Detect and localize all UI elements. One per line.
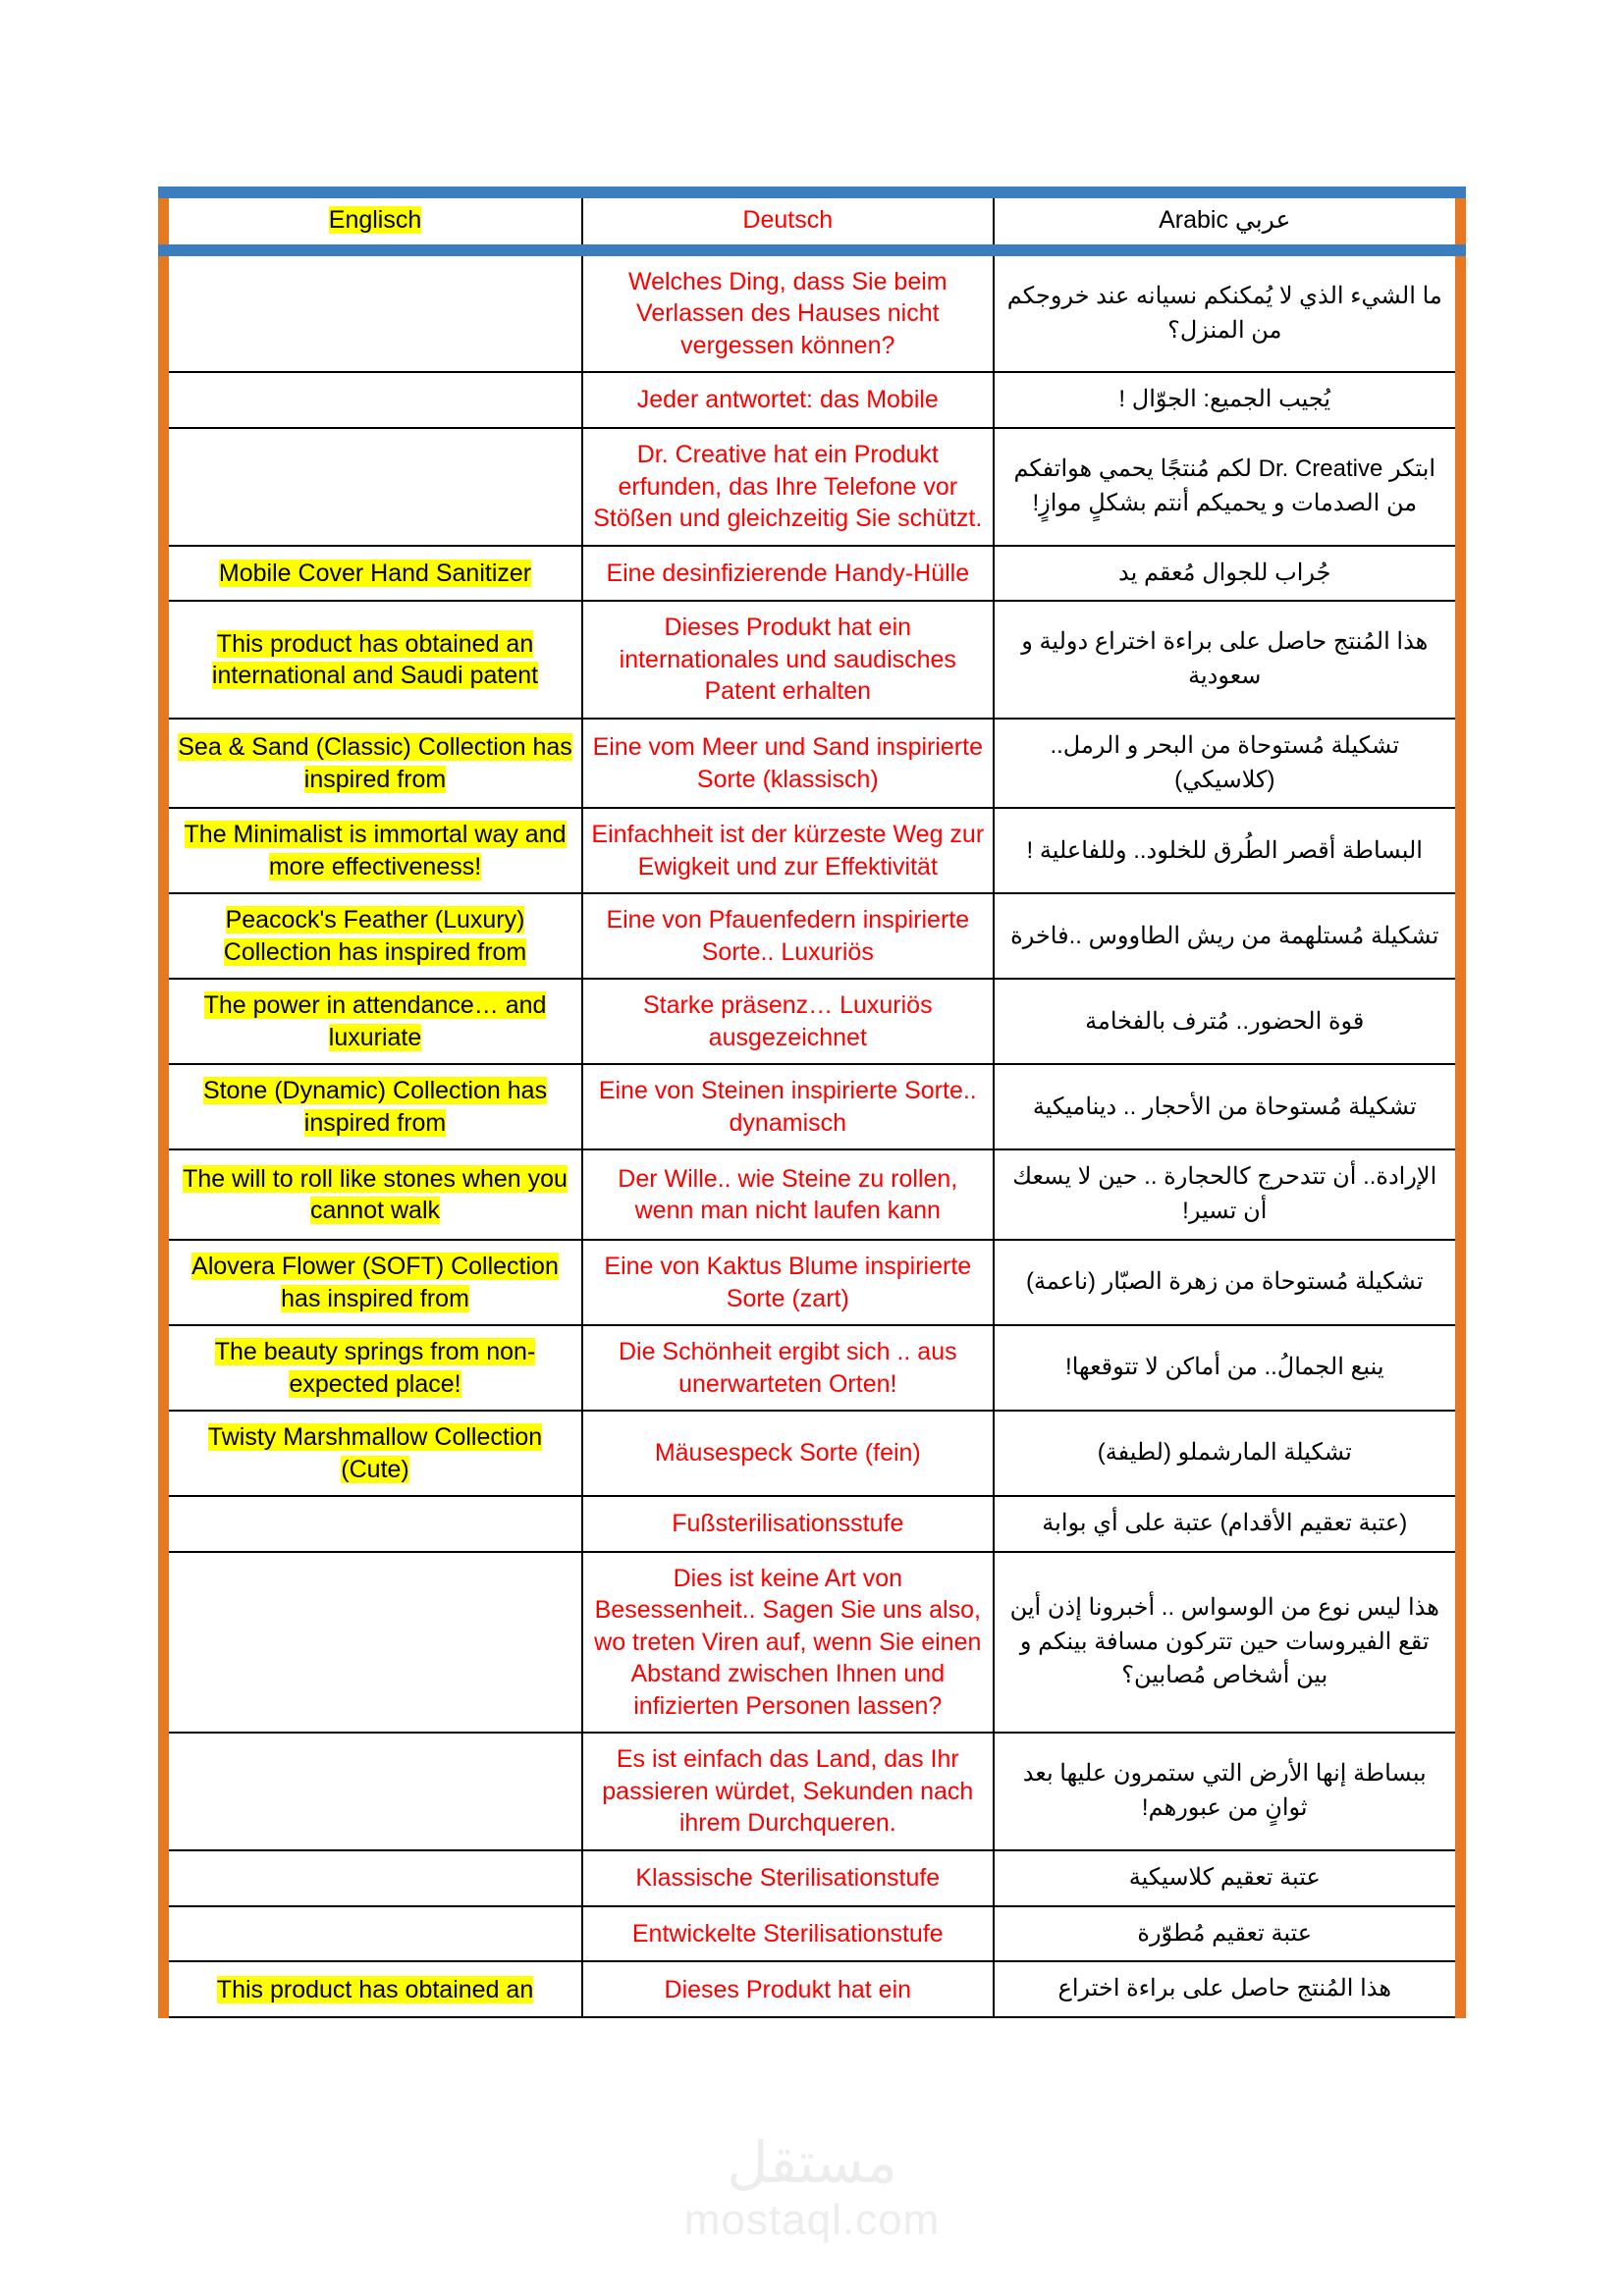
cell-english (164, 1064, 583, 1149)
cell-arabic (994, 1552, 1461, 1734)
cell-english-text: The power in attendance… and luxuriate (203, 991, 547, 1051)
cell-german (582, 1906, 993, 1962)
cell-german-text: Jeder antwortet: das Mobile (636, 386, 939, 414)
table-row (164, 1496, 1461, 1552)
cell-german-text: Einfachheit ist der kürzeste Weg zur Ewigkeit und zur Effektivität (591, 821, 985, 881)
cell-arabic-text: جُراب للجوال مُعقم يد (1118, 559, 1331, 586)
cell-german (582, 1064, 993, 1149)
cell-english (164, 719, 583, 809)
cell-arabic (994, 601, 1461, 719)
cell-arabic-text: هذا المُنتج حاصل على براءة اختراع (1057, 1975, 1392, 2002)
cell-german (582, 1240, 993, 1325)
cell-german (582, 979, 993, 1064)
cell-arabic (994, 1064, 1461, 1149)
cell-german (582, 1850, 993, 1906)
cell-arabic-text: البساطة أقصر الطُرق للخلود.. وللفاعلية ! (1026, 836, 1423, 864)
cell-arabic (994, 719, 1461, 809)
cell-german-text: Starke präsenz… Luxuriös ausgezeichnet (642, 991, 933, 1051)
cell-german (582, 372, 993, 428)
table-row (164, 546, 1461, 602)
cell-arabic-text: تشكيلة مُستوحاة من زهرة الصبّار (ناعمة) (1026, 1268, 1424, 1296)
cell-german-text: Dieses Produkt hat ein internationales und saudisches Patent erhalten (619, 614, 956, 706)
table-row (164, 372, 1461, 428)
cell-german (582, 546, 993, 602)
cell-english-text: Alovera Flower (SOFT) Collection has inspired from (191, 1253, 559, 1312)
cell-arabic-text: تشكيلة المارشملو (لطيفة) (1097, 1439, 1352, 1467)
cell-german (582, 1552, 993, 1734)
cell-german (582, 428, 993, 546)
cell-german (582, 1149, 993, 1240)
cell-english-text: The will to roll like stones when you cannot walk (183, 1164, 568, 1225)
cell-german-text: Dies ist keine Art von Besessenheit.. Sagen Sie uns also, wo treten Viren auf, wenn Sie einen Abstand zwischen Ihnen und infizierten Personen lassen? (594, 1564, 982, 1720)
cell-german (582, 1325, 993, 1411)
cell-english (164, 1552, 583, 1734)
cell-english (164, 1961, 583, 2017)
cell-english-text: Stone (Dynamic) Collection has inspired from (202, 1077, 548, 1137)
column-header-arabic (994, 192, 1461, 250)
watermark-latin-text: mostaql.com (683, 2196, 941, 2244)
cell-german-text: Dieses Produkt hat ein (664, 1975, 912, 2003)
cell-arabic-text: تشكيلة مُستوحاة من الأحجار .. ديناميكية (1032, 1093, 1417, 1120)
cell-german (582, 1411, 993, 1496)
cell-arabic (994, 1411, 1461, 1496)
cell-german (582, 1733, 993, 1850)
cell-german-text: Eine von Kaktus Blume inspirierte Sorte (zart) (604, 1253, 972, 1312)
table-row (164, 1733, 1461, 1850)
cell-english-text: This product has obtained an international and Saudi patent (211, 629, 539, 690)
table-row (164, 250, 1461, 373)
table-row (164, 428, 1461, 546)
cell-german-text: Eine von Pfauenfedern inspirierte Sorte.. Luxuriös (606, 906, 970, 966)
table-row (164, 1961, 1461, 2017)
cell-german-text: Der Wille.. wie Steine zu rollen, wenn man nicht laufen kann (618, 1164, 958, 1225)
cell-english (164, 250, 583, 373)
cell-german (582, 893, 993, 979)
cell-arabic (994, 893, 1461, 979)
cell-arabic (994, 1906, 1461, 1962)
cell-arabic-text: يُجيب الجميع: الجوّال ! (1118, 386, 1331, 413)
cell-english (164, 1325, 583, 1411)
table-row (164, 1411, 1461, 1496)
cell-english (164, 808, 583, 893)
cell-arabic-text: ينبع الجمالُ.. من أماكن لا تتوقعها! (1065, 1354, 1384, 1381)
cell-german-text: Dr. Creative hat ein Produkt erfunden, das Ihre Telefone vor Stößen und gleichzeitig Sie schützt. (593, 441, 983, 533)
column-header-german (582, 192, 993, 250)
cell-arabic (994, 1850, 1461, 1906)
cell-english-text: Mobile Cover Hand Sanitizer (218, 559, 532, 587)
cell-german-text: Eine vom Meer und Sand inspirierte Sorte (klassisch) (592, 733, 983, 793)
cell-german-text: Welches Ding, dass Sie beim Verlassen des Hauses nicht vergessen können? (627, 267, 947, 359)
cell-german-text: Eine desinfizierende Handy-Hülle (606, 559, 970, 587)
cell-arabic (994, 546, 1461, 602)
table-row (164, 808, 1461, 893)
translation-table (158, 187, 1466, 2018)
table-row (164, 1240, 1461, 1325)
table-body (164, 250, 1461, 2017)
cell-arabic (994, 1733, 1461, 1850)
table-row (164, 1149, 1461, 1240)
cell-german-text: Entwickelte Sterilisationstufe (631, 1919, 944, 1948)
cell-german-text: Klassische Sterilisationstufe (635, 1863, 941, 1892)
cell-german-text: Mäusespeck Sorte (fein) (654, 1439, 921, 1468)
cell-english (164, 1411, 583, 1496)
cell-english (164, 1496, 583, 1552)
watermark-arabic-text: مستقل (727, 2131, 897, 2195)
cell-arabic-text: الإرادة.. أن تتدحرج كالحجارة .. حين لا يسعك أن تسير! (1012, 1163, 1437, 1225)
cell-german (582, 1496, 993, 1552)
cell-arabic (994, 1961, 1461, 2017)
cell-english-text: Twisty Marshmallow Collection (Cute) (207, 1423, 543, 1483)
cell-arabic-text: هذا المُنتج حاصل على براءة اختراع دولية و سعودية (1021, 628, 1429, 690)
table-row (164, 1064, 1461, 1149)
cell-arabic (994, 808, 1461, 893)
cell-arabic (994, 250, 1461, 373)
table-row (164, 893, 1461, 979)
cell-english (164, 372, 583, 428)
cell-german (582, 808, 993, 893)
cell-arabic (994, 1325, 1461, 1411)
cell-arabic-text: (عتبة تعقيم الأقدام) عتبة على أي بوابة (1042, 1510, 1408, 1537)
cell-arabic-text: ما الشيء الذي لا يُمكنكم نسيانه عند خروجكم من المنزل؟ (1006, 282, 1442, 344)
column-header-english (164, 192, 583, 250)
table-row (164, 601, 1461, 719)
cell-english (164, 1906, 583, 1962)
translation-table-container (158, 187, 1466, 2018)
cell-german-text: Eine von Steinen inspirierte Sorte.. dynamisch (598, 1077, 977, 1137)
table-row (164, 979, 1461, 1064)
cell-english-text: Peacock's Feather (Luxury) Collection has inspired from (223, 906, 527, 966)
cell-english-text: The Minimalist is immortal way and more effectiveness! (184, 821, 567, 881)
cell-arabic-text: هذا ليس نوع من الوسواس .. أخبرونا إذن أين تقع الفيروسات حين تتركون مسافة بينكم و بين أشخاص مُصابين؟ (1009, 1593, 1439, 1689)
cell-arabic-text: قوة الحضور.. مُترف بالفخامة (1085, 1007, 1365, 1035)
cell-english (164, 546, 583, 602)
table-header (164, 192, 1461, 250)
cell-arabic (994, 428, 1461, 546)
watermark (0, 2131, 1624, 2246)
cell-arabic-text: عتبة تعقيم كلاسيكية (1128, 1863, 1321, 1891)
cell-arabic (994, 1240, 1461, 1325)
cell-german (582, 1961, 993, 2017)
cell-german (582, 719, 993, 809)
table-header-row (164, 192, 1461, 250)
table-row (164, 1906, 1461, 1962)
cell-english (164, 428, 583, 546)
cell-arabic (994, 1149, 1461, 1240)
cell-german-text: Fußsterilisationsstufe (672, 1510, 904, 1538)
cell-german-text: Die Schönheit ergibt sich .. aus unerwarteten Orten! (618, 1338, 957, 1398)
table-row (164, 1325, 1461, 1411)
cell-arabic-text: تشكيلة مُستلهمة من ريش الطاووس ..فاخرة (1010, 922, 1439, 949)
cell-english (164, 1149, 583, 1240)
cell-arabic (994, 1496, 1461, 1552)
table-row (164, 719, 1461, 809)
cell-german (582, 601, 993, 719)
cell-arabic-text: تشكيلة مُستوحاة من البحر و الرمل.. (كلاسيكي) (1050, 731, 1400, 793)
cell-german-text: Es ist einfach das Land, das Ihr passieren würdet, Sekunden nach ihrem Durchqueren. (602, 1745, 974, 1838)
column-header-arabic-label: Arabic عربي (1159, 206, 1291, 234)
cell-arabic-text: ابتكر Dr. Creative لكم مُنتجًا يحمي هواتفكم من الصدمات و يحميكم أنتم بشكلٍ موازٍ! (1013, 455, 1436, 516)
cell-arabic (994, 372, 1461, 428)
cell-arabic (994, 979, 1461, 1064)
cell-english (164, 1850, 583, 1906)
cell-arabic-text: ببساطة إنها الأرض التي ستمرون عليها بعد ثوانٍ من عبورهم! (1022, 1760, 1427, 1822)
column-header-german-label: Deutsch (742, 206, 834, 234)
table-row (164, 1552, 1461, 1734)
cell-english-text: The beauty springs from non-expected place! (214, 1338, 536, 1398)
cell-english (164, 1240, 583, 1325)
cell-german (582, 250, 993, 373)
cell-english (164, 601, 583, 719)
cell-english (164, 893, 583, 979)
cell-arabic-text: عتبة تعقيم مُطوّرة (1137, 1919, 1313, 1947)
table-row (164, 1850, 1461, 1906)
cell-english (164, 1733, 583, 1850)
cell-english (164, 979, 583, 1064)
column-header-english-label: Englisch (328, 206, 422, 234)
cell-english-text: This product has obtained an (216, 1975, 534, 2003)
cell-english-text: Sea & Sand (Classic) Collection has inspired from (178, 733, 572, 793)
